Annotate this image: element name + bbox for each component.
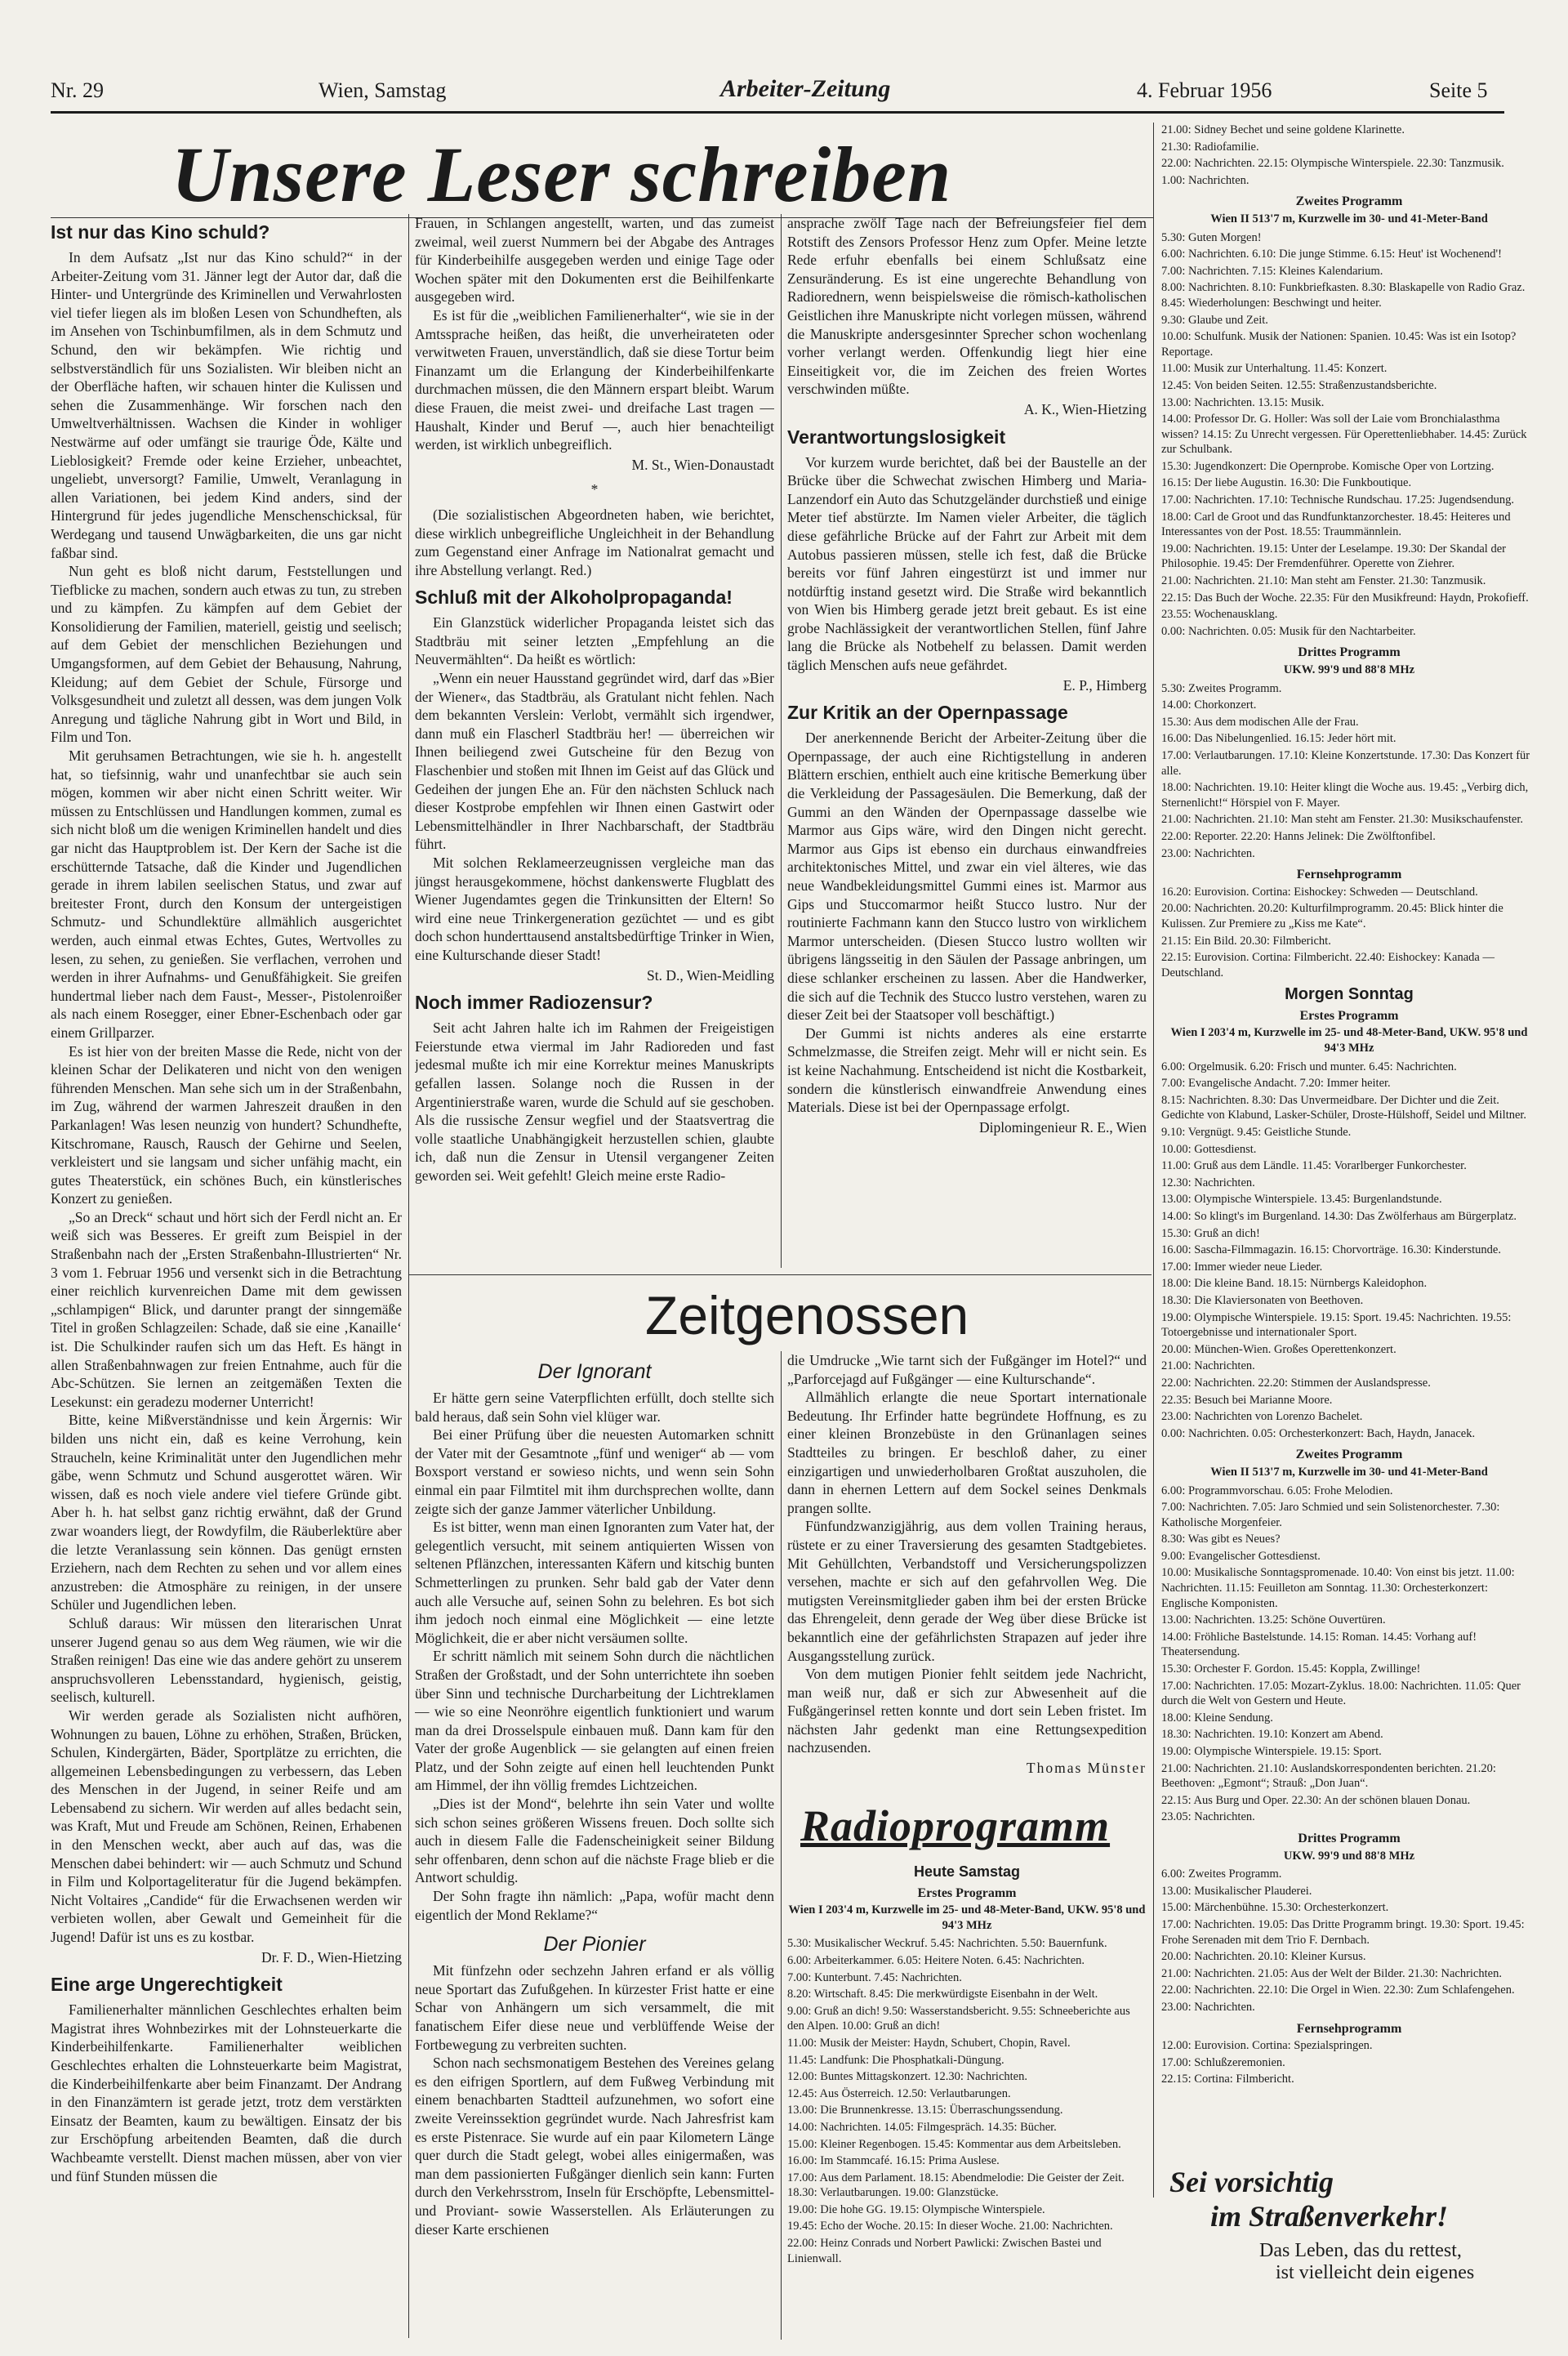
program-entry: 8.30: Was gibt es Neues? [1161,1533,1281,1546]
program-entry: 18.00: Nachrichten. 19.10: Heiter klingt die Woche aus. 19.45: „Verbirg dich, Sternenlicht!“ Hörspiel von F. Mayer. [1161,781,1529,810]
program-entry: 7.00: Evangelische Andacht. 7.20: Immer heiter. [1161,1077,1391,1091]
callout-line: ist vielleicht dein eigenes [1276,2262,1475,2283]
place-day: Wien, Samstag [318,78,447,102]
program-entry: 8.00: Nachrichten. 8.10: Funkbriefkasten. 8.30: Blaskapelle von Radio Graz. 8.45: Wiederholungen: Beschwingt und heiter. [1161,281,1526,310]
program-entry: 23.00: Nachrichten von Lorenzo Bachelet. [1161,1410,1363,1424]
paragraph: Nun geht es bloß nicht darum, Feststellungen und Tiefblicke zu machen, sondern auch etwas zu tun, zu streben und zu kämpfen. Zu kämpfen auf dem Gebiet der Konsolidierung der Familien, materiell, geistig und seelisch; auf dem Gebiet der menschlichen Beziehungen und Umgangsformen, auf dem Gebiet der Behausung, Nahrung, Kleidung; auf dem Gebiet der Schule, Fürsorge und Volksgesundheit und zuletzt all dessen, was dem jungen Volk Anregung und tägliche Nahrung gibt in Wort und Bild, in Film und Ton. [51,563,402,746]
program-entry: 23.05: Nachrichten. [1161,1810,1255,1824]
program-entry: 13.00: Die Brunnenkresse. 13.15: Überraschungssendung. [787,2104,1063,2117]
program-entry: 16.00: Das Nibelungenlied. 16.15: Jeder hört mit. [1161,732,1396,746]
paragraph: Schluß daraus: Wir müssen den literarischen Unrat unserer Jugend genau so aus dem Weg räumen, wie wir die Straßen reinigen! Das eine wie das andere gehört zu unserem anspruchsvolleren Lebensstandard, hygienisch, geistig, seelisch, kulturell. [51,1614,402,1706]
program-entry: 22.35: Besuch bei Marianne Moore. [1161,1393,1333,1407]
story-title-ignorant: Der Ignorant [537,1360,652,1383]
program-entry: 17.00: Nachrichten. 19.05: Das Dritte Programm bringt. 19.30: Sport. 19.45: Frohe Serenaden mit dem Trio F. Dernbach. [1161,1917,1525,1947]
program-heading: Erstes Programm [917,1885,1017,1900]
program-entry: 12.30: Nachrichten. [1161,1176,1255,1189]
program-entry: 0.00: Nachrichten. 0.05: Orchesterkonzert: Bach, Haydn, Janacek. [1161,1426,1476,1440]
program-entry: 19.45: Echo der Woche. 20.15: In dieser Woche. 21.00: Nachrichten. [787,2220,1113,2233]
program-entry: 14.00: So klingt's im Burgenland. 14.30: Das Zwölferhaus am Bürgerplatz. [1161,1210,1517,1223]
program-entry: 21.00: Nachrichten. 21.10: Auslandskorrespondenten berichten. 21.20: Beethoven: „Egmont“; Strauß: „Don Juan“. [1161,1761,1496,1791]
radioprogramm-logo: Radioprogramm [800,1801,1111,1850]
program-list [1161,1867,1537,2015]
program-entry: 20.00: München-Wien. Großes Operettenkonzert. [1161,1342,1396,1356]
zeitgenossen-rule [408,1274,1152,1275]
paragraph: „So an Dreck“ schaut und hört sich der Ferdl nicht an. Er weiß sich was Besseres. Er greift zum Beispiel in der Straßenbahn nach der „Ersten Straßenbahn-Illustrierten“ Nr. 3 vom 1. Februar 1956 und versenkt sich in die Betrachtung einer reichlich kurvenreichen Dame mit dem gewissen „schlampigen“ Blick, und darunter prangt der sinngemäße Titel in großen Schlagzeilen: Schade, daß sie eine ‚Kanaille‘ ist. Die Schulkinder raufen sich um das Heft. Es hängt in allen Straßenbahnwagen zur freien Entnahme, auch für die Abc-Schützen. Sie lernen an zeitgemäßen Texten die Lesekunst: ein geradezu moderner Unterricht! [51,1208,402,1410]
program-entry: 13.00: Nachrichten. 13.15: Musik. [1161,395,1325,409]
program-entry: 15.30: Jugendkonzert: Die Opernprobe. Komische Oper von Lortzing. [1161,459,1494,473]
program-entry: 9.00: Gruß an dich! 9.50: Wasserstandsbericht. 9.55: Schneeberichte aus den Alpen. 10.00: Gruß an dich! [787,2004,1130,2033]
program-entry: 20.00: Nachrichten. 20.20: Kulturfilmprogramm. 20.45: Blick hinter die Kulissen. Zur Premiere zu „Kiss me Kate“. [1161,902,1503,930]
column-2 [415,214,774,1268]
program-entry: 14.00: Chorkonzert. [1161,698,1257,712]
program-entry: 9.00: Evangelischer Gottesdienst. [1161,1549,1321,1563]
program-entry: 16.15: Der liebe Augustin. 16.30: Die Funkboutique. [1161,476,1412,490]
program-list [1161,230,1537,640]
program-entry: 22.00: Reporter. 22.20: Hanns Jelinek: Die Zwölftonfibel. [1161,829,1436,843]
program-entry: 12.00: Buntes Mittagskonzert. 12.30: Nachrichten. [787,2070,1027,2084]
program-entry: 11.00: Musik der Meister: Haydn, Schubert, Chopin, Ravel. [787,2036,1071,2050]
program-entry: 23.55: Wochenausklang. [1161,608,1278,622]
program-entry: 10.00: Schulfunk. Musik der Nationen: Spanien. 10.45: Was ist ein Isotop? Reportage. [1161,330,1517,359]
paragraph: ansprache zwölf Tage nach der Befreiungsfeier fiel dem Rotstift des Zensors Professor Henz zum Opfer. Meine letzte Rede erfuhr ebenfalls bei einem Schlußsatz eine Zensuränderung. Es ist eine ungerechte Behandlung von Radiorednern, wenn beispielsweise die römisch-katholischen Geistlichen ihre Manuskripte nicht vorlegen müssen, während die Manuskripte andersgesinnter Sprecher schon wochenlang vorher verlangt werden. Offenkundig liegt hier eine Einseitigkeit vor, die im Zeichen des freien Wortes verschwinden müßte. [787,215,1147,398]
paragraph: Bei einer Prüfung über die neuesten Automarken schnitt der Vater mit der Gesamtnote „fünf und weniger“ ab — vom Boxsport verstand er sowieso nichts, und wenn sein Sohn einmal ein paar Filmtitel mit ihm durchsprechen wollte, dann zeigte sich der ganze Jammer väterlicher Unbildung. [415,1426,774,1517]
program-entry: 14.00: Nachrichten. 14.05: Filmgespräch. 14.35: Bücher. [787,2120,1057,2134]
editor-note: (Die sozialistischen Abgeordneten haben, wie berichtet, diese wirklich unbegreifliche Ungleichheit in der Behandlung zum Gegenstand einer Anfrage im Nationalrat gemacht und ihre Abstellung verlangt. Red.) [415,506,774,578]
traffic-safety-callout [1169,2165,1529,2328]
paragraph: Mit geruhsamen Betrachtungen, wie sie h. h. angestellt hat, so tiefsinnig, wahr und unanfechtbar sie auch sein mögen, kommen wir aber nicht einen Schritt weiter. Wir müssen zu Entschlüssen und Handlungen kommen, zumal es sich nicht bloß um die wenigen Kriminellen handelt und dies gar nicht das Hauptproblem ist. Der Kern der Sache ist die erschütternde Tatsache, daß die Kinder und Jugendlichen gerade in ihrem labilen seelischen Status, und zwar auf breitester Front, durch den Konsum der untergeistigen Schmutz- und Schundlektüre allmählich ausgerichtet werden, auch einmal etwas Echtes, Gutes, Wertvolles zu lesen, zu sehen, zu genießen. Sie verflachen, verrohen und werden in ihrer Aufnahms- und Genußfähigkeit. Sie greifen hundertmal lieber nach dem Faust-, Messer-, Pistolenroißer als nach einem Rosegger, einer Ebner-Eschenbach oder gar einem Grillparzer. [51,747,402,1041]
paragraph: Ein Glanzstück widerlicher Propaganda leistet sich das Stadtbräu mit seiner letzten „Empfehlung an die Neuvermählten“. Da heißt es wörtlich: [415,614,774,668]
issue-number: Nr. 29 [51,78,104,102]
program-entry: 16.00: Sascha-Filmmagazin. 16.15: Chorvorträge. 16.30: Kinderstunde. [1161,1243,1501,1257]
program-entry: 13.00: Olympische Winterspiele. 13.45: Burgenlandstunde. [1161,1193,1442,1207]
program-entry: 18.00: Die kleine Band. 18.15: Nürnbergs Kaleidophon. [1161,1277,1428,1291]
program-entry: 11.45: Landfunk: Die Phosphatkali-Düngung. [787,2053,1004,2067]
story-title-pionier: Der Pionier [543,1933,646,1957]
program-entry: 14.00: Fröhliche Bastelstunde. 14.15: Roman. 14.45: Vorhang auf! Theatersendung. [1161,1630,1477,1659]
program-entry: 21.00: Nachrichten. 21.05: Aus der Welt der Bilder. 21.30: Nachrichten. [1161,1966,1502,1980]
paragraph: „Wenn ein neuer Hausstand gegründet wird, darf das »Bier der Wiener«, das Stadtbräu, als Gratulant nicht fehlen. Nach dem bekannten Verslein: Verlobt, vermählt sich irgendwer, dann muß ein Flascherl Stadtbräu her! — überreichen wir Ihnen beiliegend zwei Gutscheine für den Bezug von Flaschenbier und stoßen mit Ihnen im Geist auf das Glück und Gedeihen der jungen Ehe an. Für den nächsten Schluck nach dieser Kostprobe empfehlen wir Ihnen einen Gastwirt oder Lebensmittelhändler in Ihrer Nachbarschaft, der Stadtbräu führt. [415,670,774,853]
program-entry: 23.00: Nachrichten. [1161,846,1255,860]
program-entry: 0.00: Nachrichten. 0.05: Musik für den Nachtarbeiter. [1161,624,1416,638]
program-entry: 22.15: Aus Burg und Oper. 22.30: An der schönen blauen Donau. [1161,1793,1471,1807]
program-entry: 21.15: Ein Bild. 20.30: Filmbericht. [1161,934,1331,948]
program-entry: 19.00: Die hohe GG. 19.15: Olympische Winterspiele. [787,2202,1045,2216]
zeitgenossen-column-2 [787,1351,1147,1792]
program-entry: 21.00: Nachrichten. [1161,1359,1255,1373]
paragraph: Von dem mutigen Pionier fehlt seitdem jede Nachricht, man weiß nur, daß er sich zur Abwesenheit auf die Fußgängerinsel retten konnte und dort sein Leben fristet. Im nächsten Jahr gedenkt man eine Rettungsexpedition nachzusenden. [787,1666,1147,1756]
program-entry: 22.00: Nachrichten. 22.15: Olympische Winterspiele. 22.30: Tanzmusik. [1161,157,1504,171]
program-entry: 17.00: Nachrichten. 17.10: Technische Rundschau. 17.25: Jugendsendung. [1161,493,1515,507]
callout-line: Das Leben, das du rettest, [1259,2240,1462,2261]
program-entry: 22.00: Nachrichten. 22.20: Stimmen der Auslandspresse. [1161,1376,1431,1390]
author-signature: M. St., Wien-Donaustadt [631,456,774,473]
article-title-ungerechtigkeit: Eine arge Ungerechtigkeit [51,1974,283,1996]
program-entry: 10.00: Musikalische Sonntagspromenade. 10.40: Von einst bis jetzt. 11.00: Nachrichten. 11.15: Feuilleton am Sonntag. 11.30: Orchesterkonzert: Englische Komponisten. [1161,1566,1515,1610]
paragraph: Es ist für die „weiblichen Familienerhalter“, wie sie in der Amtssprache heißen, das heißt, die unverheirateten oder verwitweten Frauen, unverständlich, daß sie diese Tortur beim Finanzamt um die Erlangung der Kinderbeihilfenkarte durchmachen müssen, die den Männern erspart bleibt. Warum diese Frauen, die meist zwei- und dreifache Last tragen — Haushalt, Kinder und Beruf —, auch hier benachteiligt werden, ist wirklich unbegreiflich. [415,306,774,453]
paragraph: Es ist bitter, wenn man einen Ignoranten zum Vater hat, der gelegentlich versucht, mit seinem antiquierten Wissen von seltenen Pflänzchen, interessanten Käfern und kitschig bunten Schmetterlingen zu prunken. Sehr bald gab der Vater denn auch alle Versuche auf, seinen Sohn zu belehren. Es bot sich ihm jedoch noch einmal eine Möglichkeit — eine letzte Möglichkeit, die er aber nicht versäumen sollte. [415,1519,774,1646]
paragraph: die Umdrucke „Wie tarnt sich der Fußgänger im Hotel?“ und „Parforcejagd auf Fußgänger — eine Kulturschande“. [787,1352,1147,1387]
program-entry: 6.00: Zweites Programm. [1161,1867,1282,1881]
program-entry: 5.30: Zweites Programm. [1161,681,1282,695]
program-heading: Fernsehprogramm [1296,868,1402,882]
paragraph: Mit solchen Reklameerzeugnissen vergleiche man das jüngst herausgekommene, höchst dankenswerte Flugblatt des Wiener Jugendamtes gegen die Trinkunsitten der Eltern! So wird eine neue Trinkergeneration gezüchtet — und es gibt doch schon hunderttausend anstaltsbedürftige Trinker in Wien, eine Kulturschande dieser Stadt! [415,854,774,963]
program-entry: 17.00: Immer wieder neue Lieder. [1161,1260,1323,1274]
program-entry: 6.00: Nachrichten. 6.10: Die junge Stimme. 6.15: Heut' ist Wochenend'! [1161,248,1502,261]
program-entry: 22.15: Das Buch der Woche. 22.35: Für den Musikfreund: Haydn, Prokofieff. [1161,591,1529,605]
program-entry: 13.00: Nachrichten. 13.25: Schöne Ouvertüren. [1161,1613,1386,1627]
frequency-line: UKW. 99'9 und 88'8 MHz [1283,1849,1415,1863]
program-entry: 19.00: Olympische Winterspiele. 19.15: Sport. 19.45: Nachrichten. 19.55: Totoergebnisse und internationaler Sport. [1161,1310,1512,1340]
radio-right-column [1161,123,1537,2157]
program-entry: 11.00: Musik zur Unterhaltung. 11.45: Konzert. [1161,362,1388,376]
zeitgenossen-title: Zeitgenossen [645,1285,969,1345]
program-entry: 14.00: Professor Dr. G. Holler: Was soll der Laie vom Bronchialasthma wissen? 14.15: Zu Unrecht vergessen. Für Operettenliebhaber. 14.45: Zurück zur Schulbank. [1161,413,1527,457]
column-divider [781,1351,782,2340]
program-entry: 11.00: Gruß aus dem Ländle. 11.45: Vorarlberger Funkorchester. [1161,1159,1467,1173]
program-entry: 15.30: Orchester F. Gordon. 15.45: Koppla, Zwillinge! [1161,1662,1421,1676]
program-entry: 15.00: Kleiner Regenbogen. 15.45: Kommentar aus dem Arbeitsleben. [787,2137,1121,2151]
article-title-opernpassage: Zur Kritik an der Opernpassage [787,702,1068,724]
program-entry: 21.00: Nachrichten. 21.10: Man steht am Fenster. 21.30: Tanzmusik. [1161,574,1486,588]
program-entry: 17.00: Nachrichten. 17.05: Mozart-Zyklus. 18.00: Nachrichten. 11.05: Quer durch die Welt von Gestern und Heute. [1161,1679,1521,1708]
program-entry: 22.00: Heinz Conrads und Norbert Pawlicki: Zwischen Bastei und Linienwall. [787,2237,1102,2265]
program-heading: Drittes Programm [1298,1831,1401,1845]
paragraph: Seit acht Jahren halte ich im Rahmen der Freigeistigen Feierstunde etwa viermal im Jahr Radioreden und fast jedesmal mußte ich mir eine Korrektur meines Manuskripts gefallen lassen. Solange noch die Russen in der Argentinierstraße waren, wurde die Schuld auf sie geschoben. Als die russische Zensur wegfiel und der Staatsvertrag die volle staatliche Unabhängigkeit herzustellen schien, glaubte ich, daß nun die Zensur in Utensil vergangener Zeiten geworden sei. Weit gefehlt! Gleich meine erste Radio- [415,1020,774,1184]
program-entry: 16.20: Eurovision. Cortina: Eishockey: Schweden — Deutschland. [1161,885,1478,899]
author-signature: St. D., Wien-Meidling [647,966,774,984]
author-signature: Thomas Münster [1026,1760,1147,1777]
separator-star: * [590,481,599,498]
publication-date: 4. Februar 1956 [1137,78,1272,102]
program-entry: 5.30: Guten Morgen! [1161,230,1262,244]
program-entry: 17.00: Verlautbarungen. 17.10: Kleine Konzertstunde. 17.30: Das Konzert für alle. [1161,748,1530,778]
paragraph: Allmählich erlangte die neue Sportart internationale Bedeutung. Ihr Erfinder hatte begründete Hoffnung, es zu einer kleinen Bronzebüste in den Grünanlagen seines Stadtteiles zu bringen. Er beschloß daher, zu einer einzigartigen und unwiederholbaren Großtat auszuholen, die dann in ehernen Lettern auf dem Sockel seines Denkmals prangen sollte. [787,1389,1147,1516]
program-entry: 18.00: Kleine Sendung. [1161,1711,1273,1725]
article-title-kino: Ist nur das Kino schuld? [51,221,270,243]
program-entry: 21.00: Sidney Bechet und seine goldene Klarinette. [1161,123,1405,136]
program-entry: 15.30: Aus dem modischen Alle der Frau. [1161,715,1359,729]
author-signature: Dr. F. D., Wien-Hietzing [261,1948,402,1966]
paragraph: Bitte, keine Mißverständnisse und kein Ärgernis: Wir bilden uns nicht ein, daß es keine Verrohung, kein Straucheln, keine Kriminalität unter den Jugendlichen mehr gäbe, wenn Schmutz und Schund ausgerottet wären. Wir wissen, daß es noch viele andere viel tiefere Gründe gibt. Aber h. h. hat selbst ganz richtig erwähnt, daß der Grund zwar woanders liegt, der Rowdyfilm, die Räuberlektüre aber die letzte Veranlassung sein können. Das genügt ernsten Erziehern, nach dem Rechten zu sehen und vor allem eines anzustreben: die Atmosphäre zu reinigen, in der unsere Schüler und Jugendlichen leben. [51,1412,402,1613]
column-divider [781,214,782,1268]
article-title-verantwortung: Verantwortungslosigkeit [787,426,1006,448]
paper-name: Arbeiter-Zeitung [720,75,891,102]
program-entry: 9.10: Vergnügt. 9.45: Geistliche Stunde. [1161,1126,1352,1140]
program-list [1161,2038,1537,2087]
article-title-radiozensur: Noch immer Radiozensur? [415,992,653,1014]
program-entry: 7.00: Nachrichten. 7.15: Kleines Kalendarium. [1161,264,1383,278]
program-entry: 23.00: Nachrichten. [1161,2000,1255,2014]
page-number: Seite 5 [1429,78,1488,102]
page-header [51,75,1504,114]
program-entry: 22.15: Eurovision. Cortina: Filmbericht. 22.40: Eishockey: Kanada — Deutschland. [1161,951,1494,979]
paragraph: Frauen, in Schlangen angestellt, warten, und das zumeist zweimal, weil zuerst Nummern bei der Abgabe des Antrages für Kinderbeihilfe ausgegeben werden und einige Tage oder Wochen später mit den Dokumenten erst die Beihilfenkarte ausgegeben wird. [415,215,774,306]
author-signature: Diplomingenieur R. E., Wien [978,1118,1147,1136]
program-entry: 6.00: Orgelmusik. 6.20: Frisch und munter. 6.45: Nachrichten. [1161,1060,1457,1073]
program-list [1161,1060,1537,1442]
callout-line: Sei vorsichtig [1169,2166,1334,2198]
program-entry: 22.15: Cortina: Filmbericht. [1161,2073,1294,2086]
section-title: Unsere Leser schreiben [172,131,952,218]
paragraph: Wir werden gerade als Sozialisten nicht aufhören, Wohnungen zu bauen, Löhne zu erhöhen, Straßen, Brücken, Schulen, Kindergärten, Bäder, Sportplätze zu errichten, die allgemeinen Lebensbedingungen zu verbessern, das Leben des Menschen in der Jugend, in seiner Reife und am Lebensabend zu sichern. Wir werden auf alles bedacht sein, was Kraft, Mut und Freude am Schönen, Reinen, Erhabenen in den Menschen weckt, aber auch auf das, was die Menschen dabei behindert: wir — auch Schmutz und Schund in Film und Kolportageliteratur für die Jugend bekämpfen. Nicht Voltaires „Candide“ für die Erwachsenen werden wir verbieten wollen, aber Gewalt und Gemeinheit für die Jugend! Dafür ist uns es zu kostbar. [51,1707,402,1946]
column-3 [787,214,1147,1268]
program-entry: 12.45: Von beiden Seiten. 12.55: Straßenzustandsberichte. [1161,378,1437,392]
frequency-line: UKW. 99'9 und 88'8 MHz [1283,663,1415,676]
paragraph: Mit fünfzehn oder sechzehn Jahren erfand er als völlig neue Sportart das Zufußgehen. In kürzester Frist hatte er eine Schar von Anhängern um sich versammelt, die mit fanatischem Eifer diese neue und verblüffende Weise der Fortbewegung zu verbreiten suchten. [415,1962,774,2053]
author-signature: A. K., Wien-Hietzing [1023,400,1147,417]
program-list [787,1936,1147,2266]
program-heading: Erstes Programm [1299,1008,1399,1023]
column-divider [1153,123,1154,2198]
column-divider [408,214,409,2338]
radio-heute [787,1858,1147,2340]
paragraph: Er schritt nämlich mit seinem Sohn durch die nächtlichen Straßen der Großstadt, und der Sohn unterrichtete ihn soeben über Sinn und technische Durcharbeitung der Lichtreklamen — wie so eine Neonröhre eigentlich funktioniert und warum man da drei Drosselspule einbauen muß. Dann kam für den Vater der große Augenblick — sie gelangten auf einen freien Platz, und der Sohn zeigte auf einen hell leuchtenden Punkt am Himmel, der ihn völlig fremdes Lichtzeichen. [415,1648,774,1794]
program-heading: Zweites Programm [1295,1448,1403,1462]
program-entry: 8.15: Nachrichten. 8.30: Das Unvermeidbare. Der Dichter und die Zeit. Gedichte von Klabund, Lasker-Schüler, Droste-Hülshoff, Seidel und Miltner. [1161,1093,1527,1122]
program-entry: 20.00: Nachrichten. 20.10: Kleiner Kursus. [1161,1950,1366,1964]
paragraph: Vor kurzem wurde berichtet, daß bei der Baustelle an der Brücke über die Schwechat zwischen Himberg und Maria-Lanzendorf ein Auto das Schutzgeländer durchstieß und einige Meter tief abstürzte. Im Namen vieler Arbeiter, die täglich diese gefährliche Brücke auf der Fahrt zur Arbeit mit dem Autobus passieren müssen, stelle ich fest, daß die Brücke bereits vor fünf Jahren eingestürzt ist und immer nur notdürftig instand gesetzt wird. Die Straße wird bekanntlich von Wien bis Himberg gerade jetzt breit gebaut. Es ist eine grobe Nachlässigkeit der verantwortlichen Stellen, fünf Jahre lang die Brücke als Notbehelf zu belassen. Damit werden täglich Menschen aufs neue gefährdet. [787,453,1147,674]
program-heading: Fernsehprogramm [1296,2021,1402,2036]
frequency-line: Wien I 203'4 m, Kurzwelle im 25- und 48-Meter-Band, UKW. 95'8 und 94'3 MHz [788,1903,1146,1932]
program-entry: 7.00: Nachrichten. 7.05: Jaro Schmied und sein Solistenorchester. 7.30: Katholische Morgenfeier. [1161,1501,1500,1529]
program-entry: 10.00: Gottesdienst. [1161,1142,1257,1156]
program-list [1161,885,1537,981]
program-entry: 16.00: Im Stammcafé. 16.15: Prima Auslese. [787,2154,1000,2168]
program-entry: 12.45: Aus Österreich. 12.50: Verlautbarungen. [787,2086,1011,2100]
program-heading: Zweites Programm [1295,194,1403,209]
paragraph: Fünfundzwanzigjährig, aus dem vollen Training heraus, rüstete er zu einer Traversierung des gesamten Stadtgebietes. Mit Gehüllchten, Verbandstoff und Versicherungspolizzen versehen, machte er sich auf den gefahrvollen Weg. Die mutigsten Vereinsmitglieder gaben ihm bei der ersten Brücke das Ehrengeleit, denn gerade der Weg über diese Brücke ist bekanntlich eine der gefährlichsten Strapazen auf jeder ihre Ausgangsstellung zurück. [787,1518,1147,1664]
program-entry: 21.00: Nachrichten. 21.10: Man steht am Fenster. 21.30: Musikschaufenster. [1161,813,1523,827]
column-1 [51,214,402,2338]
program-list [1161,1484,1537,1825]
program-entry: 15.00: Märchenbühne. 15.30: Orchesterkonzert. [1161,1901,1389,1915]
paragraph: Er hätte gern seine Vaterpflichten erfüllt, doch stellte sich bald heraus, daß sein Sohn viel klüger war. [415,1390,774,1425]
program-entry: 1.00: Nachrichten. [1161,173,1250,187]
author-signature: E. P., Himberg [1062,676,1147,694]
program-entry: 19.00: Nachrichten. 19.15: Unter der Leselampe. 19.30: Der Skandal der Philosophie. 19.45: Der Fremdenführer. Operette von Ziehrer. [1161,542,1506,571]
article-title-alkohol: Schluß mit der Alkoholpropaganda! [415,587,733,609]
program-entry: 19.00: Olympische Winterspiele. 19.15: Sport. [1161,1745,1382,1758]
frequency-line: Wien II 513'7 m, Kurzwelle im 30- und 41-Meter-Band [1210,212,1488,225]
program-entry: 18.30: Nachrichten. 19.10: Konzert am Abend. [1161,1728,1383,1742]
program-entry: 8.20: Wirtschaft. 8.45: Die merkwürdigste Eisenbahn in der Welt. [787,1988,1098,2001]
paragraph: Der anerkennende Bericht der Arbeiter-Zeitung über die Opernpassage, der auch eine Richtigstellung in anderen Blättern erschien, enthielt auch eine kritische Bemerkung über die Verkleidung der Passagesäulen. Die Bemerkung, daß der Gummi an den Wänden der Opernpassage dasselbe wie Marmor aus Gips wäre, wird den Dingen nicht gerecht. Marmor aus Gips ist ebenso ein durchaus einwandfreies architektonisches Mittel, und zwar ein viel älteres, wie das neue Wandbekleidungsmittel Gummi eines ist. Marmor aus Gips und Stuccomarmor heißt Stucco lustro. Nur der routinierte Fachmann kann den Stucco lustro von wirklichem Marmor unterscheiden. (Diesen Stucco lustro wollten wir übrigens längsseitig in den Säulen der Passage anbringen, um diese schlanker erscheinen zu lassen. Aber die Handwerker, die sich auf die Technik des Stucco lustro verstehen, waren zu dieser Zeit bei der Staatsoper voll beschäftigt.) [787,730,1147,1024]
zeitgenossen-column-1 [415,1351,774,2340]
paragraph: Der Gummi ist nichts anderes als eine erstarrte Schmelzmasse, die Streifen zeigt. Mehr will er nicht sein. Es ist keine Nachahmung. Entscheidend ist nicht die Kostbarkeit, sondern die künstlerisch einwandfreie Anwendung eines Materials. Diese ist bei der Opernpassage erfolgt. [787,1024,1147,1116]
program-entry: 9.30: Glaube und Zeit. [1161,313,1268,327]
program-entry: 21.30: Radiofamilie. [1161,140,1259,154]
program-entry: 17.00: Aus dem Parlament. 18.15: Abendmelodie: Die Geister der Zeit. 18.30: Verlautbarungen. 19.00: Glanzstücke. [787,2171,1125,2200]
program-entry: 7.00: Kunterbunt. 7.45: Nachrichten. [787,1970,962,1984]
program-entry: 22.00: Nachrichten. 22.10: Die Orgel in Wien. 22.30: Zum Schlafengehen. [1161,1983,1515,1997]
program-entry: 15.30: Gruß an dich! [1161,1226,1260,1240]
program-entry: 5.30: Musikalischer Weckruf. 5.45: Nachrichten. 5.50: Bauernfunk. [787,1937,1107,1951]
paragraph: Es ist hier von der breiten Masse die Rede, nicht von der kleinen Schar der Delikateren und nicht von den wenigen führenden Menschen. Man sehe sich um in der Straßenbahn, im Zug, während der warmen Jahreszeit draußen in den Parkanlagen! Was lesen neunzig von hundert? Schundhefte, Kitschromane, Rausch, Rausch der Gehirne und Seelen, verkleistert und sie langsam und sicher unfähig macht, ein gutes Theaterstück, ein schönes Buch, ein künstlerisches Konzert zu genießen. [51,1042,402,1207]
program-entry: 6.00: Programmvorschau. 6.05: Frohe Melodien. [1161,1484,1393,1497]
program-entry: 18.00: Carl de Groot und das Rundfunktanzorchester. 18.45: Heiteres und Interessantes von der Post. 18.55: Traummännlein. [1161,510,1511,539]
paragraph: „Dies ist der Mond“, belehrte ihn sein Vater und wollte sich schon seines größeren Wissens freuen. Doch sollte sich auch in diesem Falle die Fadenscheinigkeit seiner Bildung sehr offenbaren, denn schon auf die nächste Frage blieb er die Antwort schuldig. [415,1796,774,1886]
program-entry: 18.30: Die Klaviersonaten von Beethoven. [1161,1293,1364,1307]
frequency-line: Wien I 203'4 m, Kurzwelle im 25- und 48-Meter-Band, UKW. 95'8 und 94'3 MHz [1170,1026,1528,1055]
paragraph: Der Sohn fragte ihn nämlich: „Papa, wofür macht denn eigentlich der Mond Reklame?“ [415,1888,774,1923]
paragraph: Familienerhalter männlichen Geschlechtes erhalten beim Magistrat ihres Wohnbezirkes mit der Lohnsteuerkarte die Kinderbeihilfenkarte. Familienerhalter weiblichen Geschlechtes erhalten die Lohnsteuerkarte beim Magistrat, die Kinderbeihilfenkarte aber beim Finanzamt. Der Andrang in den Finanzämtern ist gerade jetzt, trotz dem verstärkten Einsatz der Beamten, kaum zu bewältigen. Einsatz der bis zur Erschöpfung arbeitenden Beamten, daß die durch Wachbeamte verstellt. Dienst machen müssen, aber von vier und fünf Stunden müssen die [51,2001,402,2184]
callout-line: im Straßenverkehr! [1210,2200,1449,2233]
program-entry: 13.00: Musikalischer Plauderei. [1161,1884,1312,1898]
program-entry: 12.00: Eurovision. Cortina: Spezialspringen. [1161,2039,1373,2053]
program-list [1161,681,1537,862]
program-list [1161,123,1537,188]
radio-day-morgen: Morgen Sonntag [1285,985,1414,1004]
program-entry: 17.00: Schlußzeremonien. [1161,2055,1285,2069]
program-heading: Drittes Programm [1298,645,1401,660]
radio-day-heute: Heute Samstag [913,1863,1021,1880]
program-entry: 6.00: Arbeiterkammer. 6.05: Heitere Noten. 6.45: Nachrichten. [787,1953,1085,1967]
frequency-line: Wien II 513'7 m, Kurzwelle im 30- und 41-Meter-Band [1210,1465,1488,1479]
paragraph: In dem Aufsatz „Ist nur das Kino schuld?“ in der Arbeiter-Zeitung vom 31. Jänner legt der Autor dar, daß die Hinter- und Untergründe des Kriminellen und Verwahrlosten viel tiefer liegen als im bloßen Lesen von Schundheften, als im Ansehen von Tschinbumfilmen, als in dem Schmutz und Schund, den wir bekämpfen. Wie richtig und selbstverständlich für uns Sozialisten. Wir bleiben nicht an der Oberfläche haften, wir schauen hinter die Kulissen und sehen die Zusammenhänge. Wir forschen nach den Umweltverhältnissen. Wachsen die Kinder in wohliger Nestwärme auf oder umfängt sie traurige Öde, Kälte und Lieblosigkeit? Fremde oder keine Erzieher, unbeachtet, ungeliebt, unversorgt? Familie, Umwelt, Veranlagung in allen Variationen, bei jedem Kind anders, sind der Hintergrund für jedes jugendliche Menschenschicksal, für Werdegang und tausend Unwägbarkeiten, die uns gar nicht faßbar sind. [51,249,402,561]
paragraph: Schon nach sechsmonatigem Bestehen des Vereines gelang es den eifrigen Sportlern, auf dem Fußweg Verbindung mit einem benachbarten Stadtteil aufzunehmen, wo sofort eine zweite Vereinssektion gegründet wurde. Nach Jahresfrist kam es erste Pistenrace. Sie wurde auf ein paar Kilometern Länge quer durch die Stadt gelegt, wobei alles einigermaßen, was man dem passionierten Fußgänger dienlich sein kann: Furten durch den Verkehrsstrom, Inseln für Erschöpfte, Lebensmittel- und Proviant- sowie Wasserstellen. Als Erläuterungen zu dieser Karte erschienen [415,2055,774,2238]
